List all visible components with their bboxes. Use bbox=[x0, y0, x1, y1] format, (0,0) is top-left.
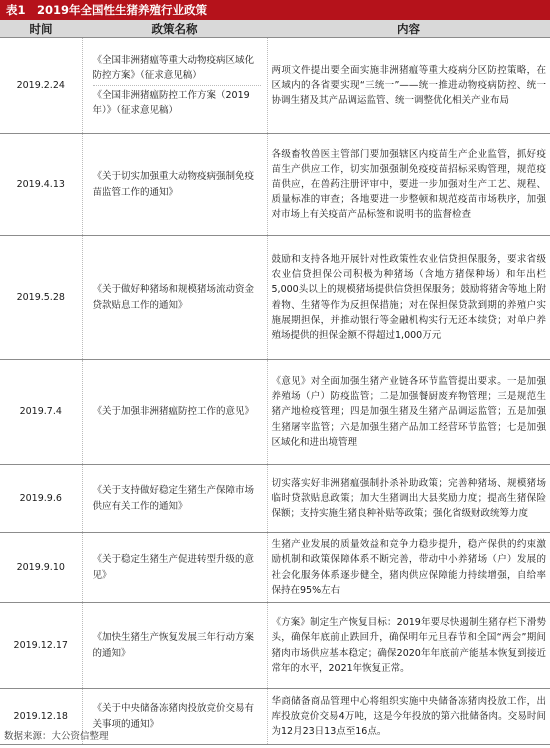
policy-name: 《关于中央储备冻猪肉投放竞价交易有关事项的通知》 bbox=[92, 703, 255, 730]
policy-name: 《全国非洲猪瘟防控工作方案（2019年）》（征求意见稿） bbox=[93, 85, 261, 120]
table-row bbox=[0, 134, 550, 236]
table-row bbox=[0, 236, 550, 360]
row-name-cell bbox=[82, 465, 267, 533]
policy-name: 《全国非洲猪瘟等重大动物疫病区域化防控方案》（征求意见稿） bbox=[92, 54, 255, 81]
table-title: 表1 2019年全国性生猪养殖行业政策 bbox=[0, 0, 550, 20]
row-content: 《意见》对全面加强生猪产业链各环节监管提出要求。一是加强养殖场（户）防疫监管；二是加强餐厨废弃物管理；三是规范生猪产地检疫管理；四是加强生猪及生猪产品调运监管；五是加强生猪屠宰监管；六是加强生猪产品加工经营环节监管；七是加强区域化和进出境管理 bbox=[267, 360, 550, 465]
header-row bbox=[0, 20, 550, 38]
policy-name: 《关于切实加强重大动物疫病强制免疫苗监管工作的通知》 bbox=[92, 171, 255, 198]
row-time: 2019.9.6 bbox=[0, 465, 82, 533]
row-content: 各级畜牧兽医主管部门要加强辖区内疫苗生产企业监管，抓好疫苗生产供应工作，切实加强强制免疫疫苗招标采购管理，规范疫苗供应，在兽药注册评审中，要进一步加强对生产工艺、规程、质量标准的审查；各地要进一步整顿和规范疫苗市场秩序，加强对市场上有关疫苗产品标签和说明书的监督检查 bbox=[267, 134, 550, 236]
policy-name: 《关于支持做好稳定生猪生产保障市场供应有关工作的通知》 bbox=[92, 485, 255, 512]
row-time: 2019.9.10 bbox=[0, 533, 82, 603]
policy-name: 《关于加强非洲猪瘟防控工作的意见》 bbox=[92, 406, 255, 418]
table-row bbox=[0, 38, 550, 134]
header-content: 内容 bbox=[267, 20, 550, 38]
row-content: 华商储备商品管理中心将组织实施中央储备冻猪肉投放工作，出库投放竞价交易4万吨，这是今年投放的第六批储备肉。交易时间为12月23日13点至16点。 bbox=[267, 689, 550, 745]
row-time: 2019.12.18 bbox=[0, 689, 82, 745]
header-time: 时间 bbox=[0, 20, 82, 38]
header-name: 政策名称 bbox=[82, 20, 267, 38]
row-time: 2019.2.24 bbox=[0, 38, 82, 134]
policy-name: 《关于稳定生猪生产促进转型升级的意见》 bbox=[92, 554, 255, 581]
policy-name: 《关于做好种猪场和规模猪场流动资金贷款贴息工作的通知》 bbox=[92, 284, 255, 311]
row-name-cell bbox=[82, 603, 267, 689]
row-name-cell bbox=[82, 533, 267, 603]
table-row bbox=[0, 360, 550, 465]
policy-name: 《加快生猪生产恢复发展三年行动方案的通知》 bbox=[92, 632, 255, 659]
data-source-note: 数据来源：大公资信整理 bbox=[4, 731, 109, 742]
row-content: 切实落实好非洲猪瘟强制扑杀补助政策；完善种猪场、规模猪场临时贷款贴息政策；加大生猪调出大县奖励力度；提高生猪保险保额；支持实施生猪良种补贴等政策；强化省级财政统筹力度 bbox=[267, 465, 550, 533]
row-name-cell bbox=[82, 38, 267, 134]
row-content: 鼓励和支持各地开展针对性政策性农业信贷担保服务，要求省级农业信贷担保公司积极为种猪场（含地方猪保种场）和年出栏5,000头以上的规模猪场提供信贷担保服务；鼓励将猪舍等地上附着物、生猪等作为反担保措施；对在保担保贷款到期的养殖户实施展期担保，并推动银行等金融机构实行无还本续贷；对单户养殖场提供的担保金额不得超过1,000万元 bbox=[267, 236, 550, 360]
table-row bbox=[0, 603, 550, 689]
table-row bbox=[0, 465, 550, 533]
row-content: 两项文件提出要全面实施非洲猪瘟等重大疫病分区防控策略，在区域内的各省要实现“三统一”——统一推进动物疫病防控、统一协调生猪及其产品调运监管、统一调整优化相关产业布局 bbox=[267, 38, 550, 134]
row-content: 《方案》制定生产恢复目标：2019年要尽快遏制生猪存栏下滑势头，确保年底前止跌回升，确保明年元旦春节和全国“两会”期间猪肉市场供应基本稳定；确保2020年年底前产能基本恢复到接近常年的水平，2021年恢复正常。 bbox=[267, 603, 550, 689]
row-content: 生猪产业发展的质量效益和竞争力稳步提升，稳产保供的约束激励机制和政策保障体系不断完善，带动中小养猪场（户）发展的社会化服务体系逐步健全，猪肉供应保障能力持续增强，自给率保持在95%左右 bbox=[267, 533, 550, 603]
row-name-cell bbox=[82, 134, 267, 236]
row-name-cell bbox=[82, 360, 267, 465]
row-time: 2019.5.28 bbox=[0, 236, 82, 360]
row-time: 2019.4.13 bbox=[0, 134, 82, 236]
row-name-cell bbox=[82, 689, 267, 745]
row-time: 2019.12.17 bbox=[0, 603, 82, 689]
policy-table bbox=[0, 20, 550, 745]
row-name-cell bbox=[82, 236, 267, 360]
row-time: 2019.7.4 bbox=[0, 360, 82, 465]
table-row bbox=[0, 533, 550, 603]
